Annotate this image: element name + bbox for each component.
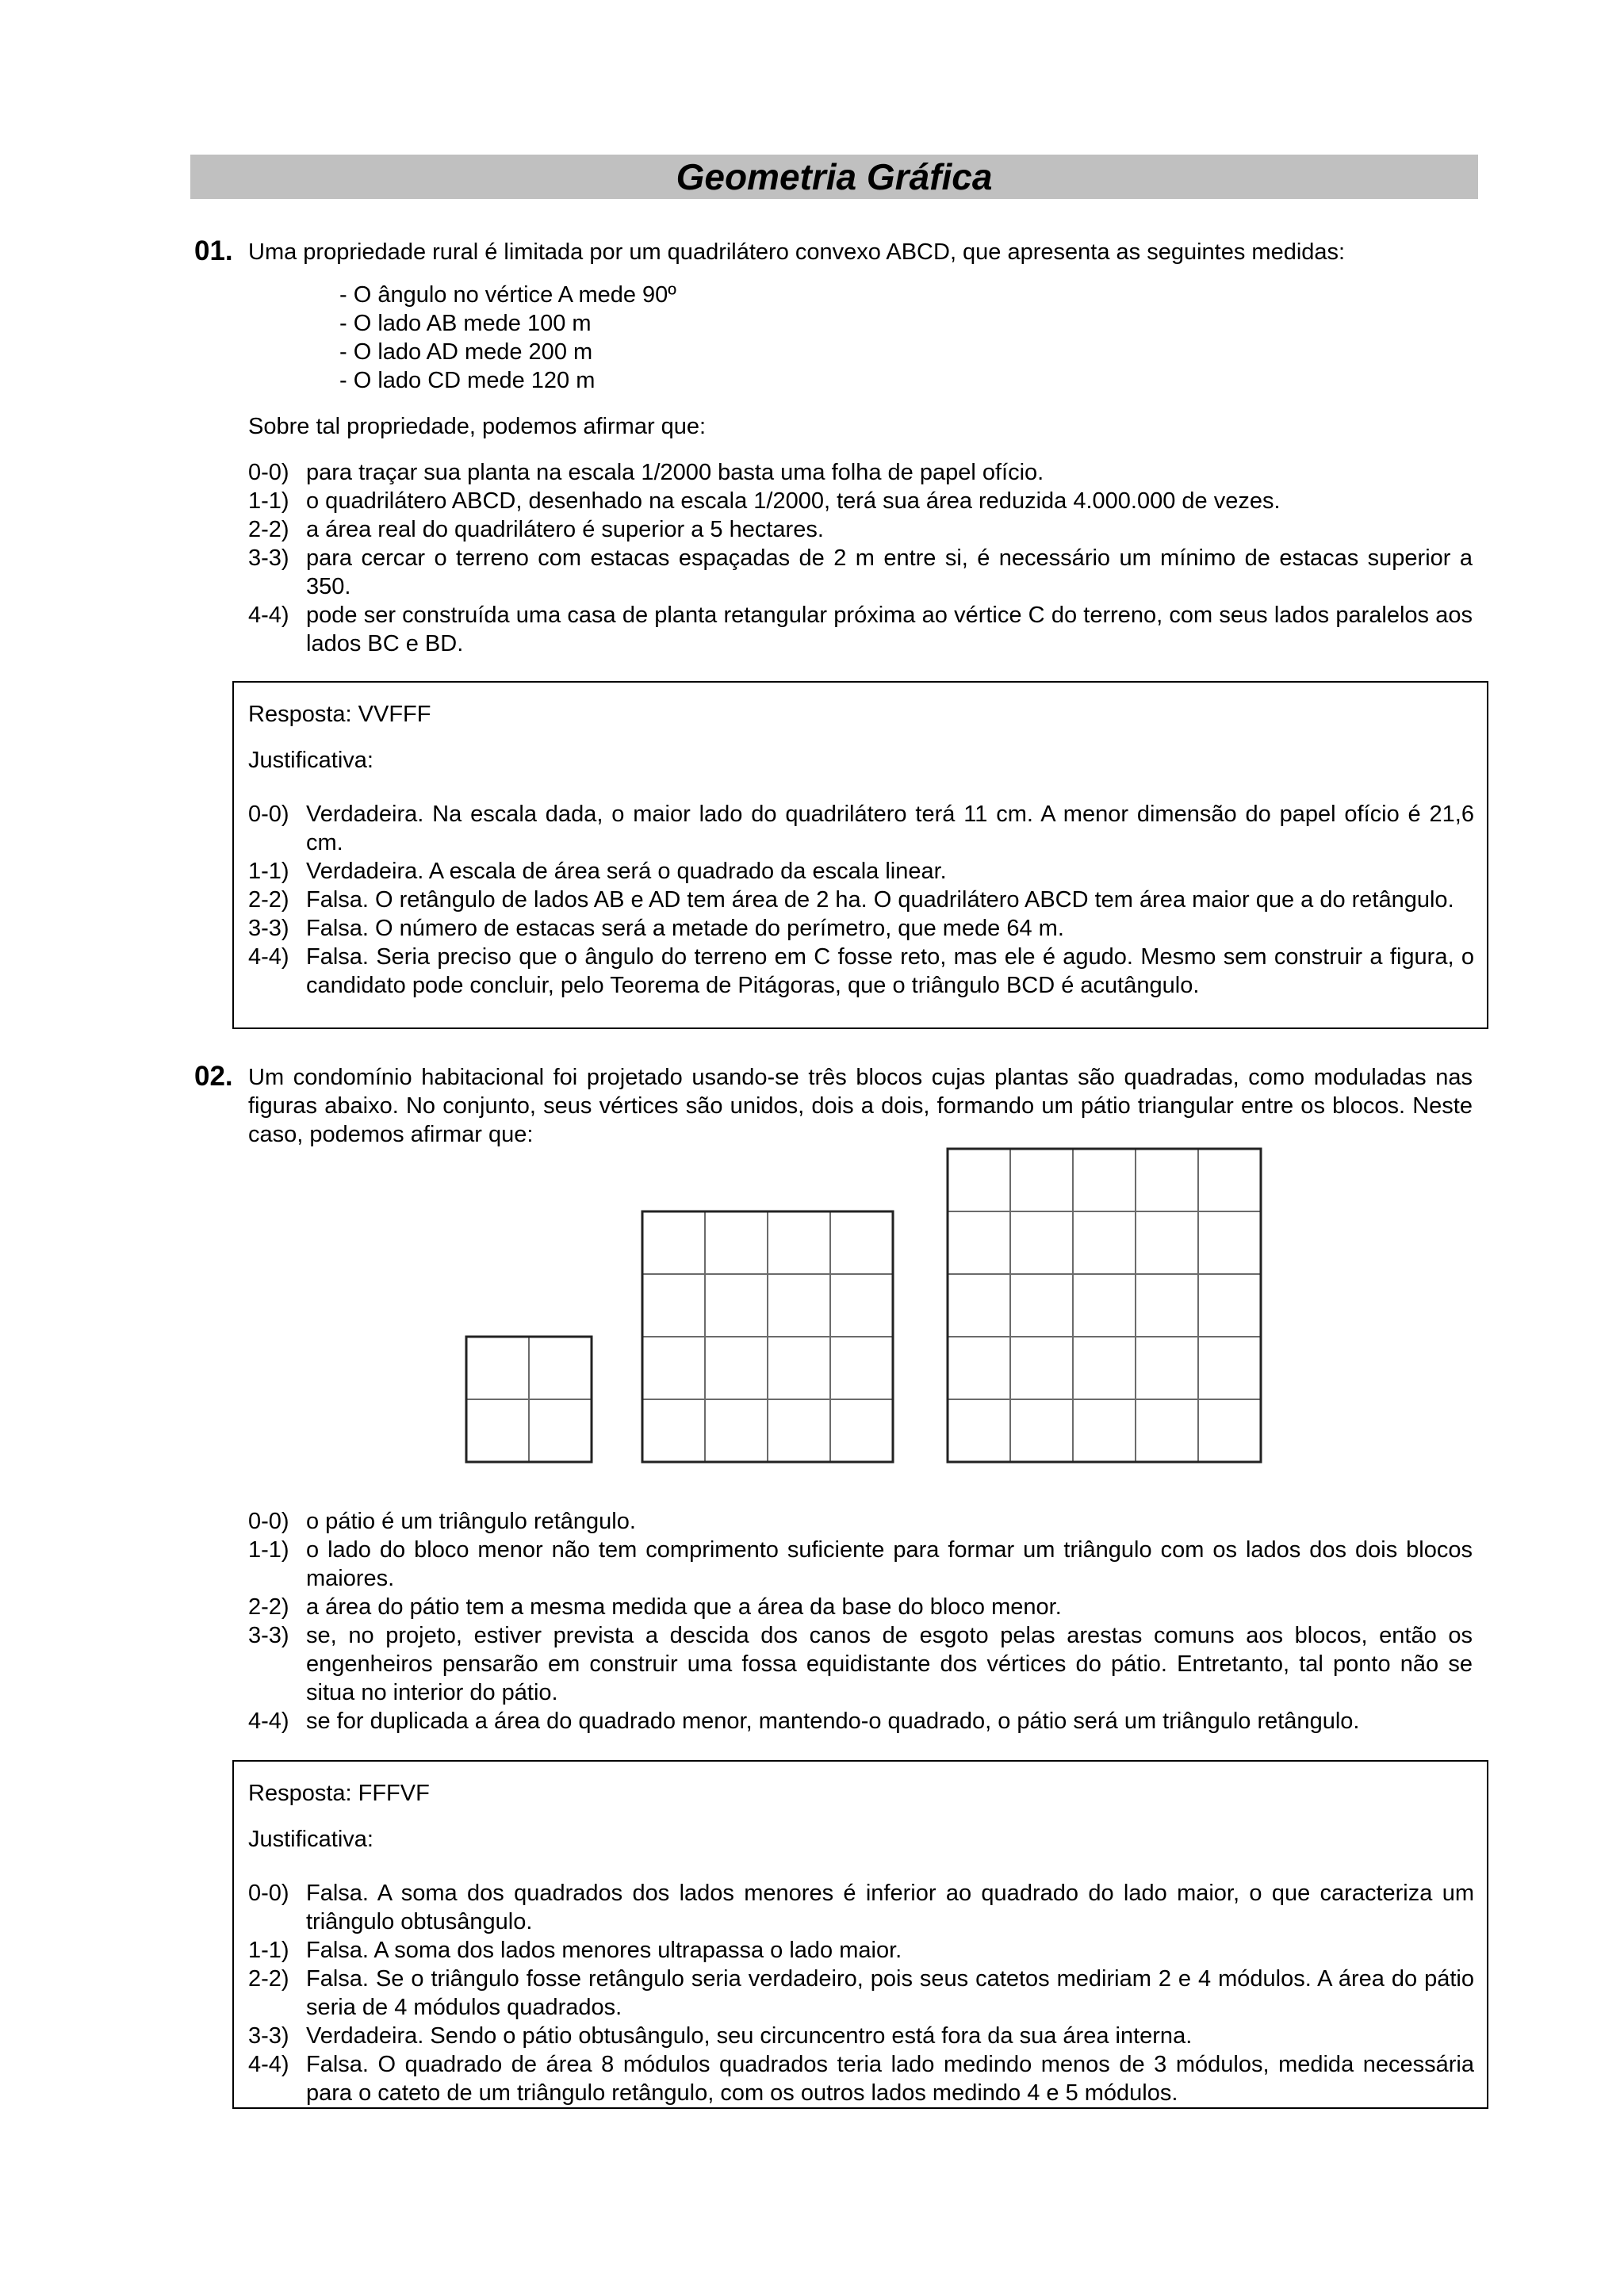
page-title: Geometria Gráfica <box>676 156 993 197</box>
item-code: 2-2) <box>248 1966 289 1992</box>
item-text: Verdadeira. A escala de área será o quadrado da escala linear. <box>306 859 947 884</box>
item-text: pode ser construída uma casa de planta retangular próxima ao vértice C do terreno, com seus lados paralelos aos lados BC e BD. <box>306 603 1473 656</box>
list-item <box>248 2050 1474 2107</box>
item-code: 0-0) <box>248 460 289 485</box>
item-code: 1-1) <box>248 1537 289 1563</box>
item-text: o quadrilátero ABCD, desenhado na escala 1/2000, terá sua área reduzida 4.000.000 de vezes. <box>306 488 1281 514</box>
item-code: 2-2) <box>248 517 289 542</box>
item-code: 4-4) <box>248 944 289 970</box>
block-4x4 <box>642 1211 893 1462</box>
item-text: se, no projeto, estiver prevista a descida dos canos de esgoto pelas arestas comuns aos blocos, então os engenheiros pensarão em construir uma fossa equidistante dos vértices do pátio. Entretanto, tal ponto não se situa no interior do pátio. <box>306 1623 1473 1705</box>
item-text: para traçar sua planta na escala 1/2000 basta uma folha de papel ofício. <box>306 460 1044 485</box>
answer-text: Resposta: FFFVF <box>248 1781 430 1806</box>
justification-list-02 <box>248 1879 1474 2107</box>
item-text: Falsa. O número de estacas será a metade do perímetro, que mede 64 m. <box>306 916 1064 941</box>
measure-line: - O lado AD mede 200 m <box>339 339 593 365</box>
list-item <box>248 1621 1473 1707</box>
block-2x2 <box>466 1337 592 1462</box>
list-item <box>248 1707 1473 1735</box>
answer-box-02 <box>232 1760 1488 2109</box>
answer-text: Resposta: VVFFF <box>248 702 431 727</box>
question-01-intro: Uma propriedade rural é limitada por um quadrilátero convexo ABCD, que apresenta as seguintes medidas: <box>248 239 1346 265</box>
question-01-prompt: Sobre tal propriedade, podemos afirmar que: <box>248 414 707 439</box>
item-text: Verdadeira. Sendo o pátio obtusângulo, seu circuncentro está fora da sua área interna. <box>306 2023 1193 2049</box>
item-text: o pátio é um triângulo retângulo. <box>306 1509 636 1534</box>
list-item <box>248 1965 1474 2022</box>
item-code: 3-3) <box>248 1623 289 1648</box>
list-item <box>248 1936 1474 1965</box>
item-text: Falsa. Se o triângulo fosse retângulo seria verdadeiro, pois seus catetos mediriam 2 e 4 módulos. A área do pátio seria de 4 módulos quadrados. <box>306 1966 1474 2020</box>
item-text: Falsa. O retângulo de lados AB e AD tem área de 2 ha. O quadrilátero ABCD tem área maior que a do retângulo. <box>306 887 1454 913</box>
list-item <box>248 1536 1473 1593</box>
item-text: Falsa. A soma dos quadrados dos lados menores é inferior ao quadrado do lado maior, o que caracteriza um triângulo obtusângulo. <box>306 1881 1474 1934</box>
justification-label: Justificativa: <box>248 1827 373 1852</box>
question-02-items <box>248 1507 1473 1735</box>
item-text: a área real do quadrilátero é superior a 5 hectares. <box>306 517 824 542</box>
item-text: a área do pátio tem a mesma medida que a área da base do bloco menor. <box>306 1594 1062 1620</box>
item-code: 0-0) <box>248 1509 289 1534</box>
item-code: 1-1) <box>248 859 289 884</box>
item-code: 3-3) <box>248 916 289 941</box>
item-text: para cercar o terreno com estacas espaçadas de 2 m entre si, é necessário um mínimo de estacas superior a 350. <box>306 545 1473 599</box>
list-item <box>248 1507 1473 1536</box>
item-text: Falsa. Seria preciso que o ângulo do terreno em C fosse reto, mas ele é agudo. Mesmo sem construir a figura, o candidato pode concluir, pelo Teorema de Pitágoras, que o triângulo BCD é acutângulo. <box>306 944 1474 998</box>
item-code: 4-4) <box>248 1709 289 1734</box>
measure-line: - O lado AB mede 100 m <box>339 311 592 336</box>
item-code: 0-0) <box>248 802 289 827</box>
list-item <box>248 1879 1474 1936</box>
justification-label: Justificativa: <box>248 748 373 773</box>
item-text: Verdadeira. Na escala dada, o maior lado do quadrilátero terá 11 cm. A menor dimensão do papel ofício é 21,6 cm. <box>306 802 1474 855</box>
block-outline <box>948 1149 1261 1462</box>
item-code: 2-2) <box>248 1594 289 1620</box>
item-code: 3-3) <box>248 2023 289 2049</box>
item-code: 0-0) <box>248 1881 289 1906</box>
item-code: 4-4) <box>248 2052 289 2077</box>
item-text: Falsa. A soma dos lados menores ultrapassa o lado maior. <box>306 1938 902 1963</box>
item-code: 2-2) <box>248 887 289 913</box>
list-item <box>248 2022 1474 2050</box>
item-code: 1-1) <box>248 1938 289 1963</box>
question-02-intro: Um condomínio habitacional foi projetado usando-se três blocos cujas plantas são quadradas, como moduladas nas figuras abaixo. No conjunto, seus vértices são unidos, dois a dois, formando um pátio triangular entre os blocos. Neste caso, podemos afirmar que: <box>248 1065 1473 1147</box>
question-number-01: 01. <box>194 235 233 266</box>
item-code: 3-3) <box>248 545 289 571</box>
item-code: 1-1) <box>248 488 289 514</box>
list-item <box>248 1593 1473 1621</box>
measure-line: - O lado CD mede 120 m <box>339 368 596 393</box>
measure-line: - O ângulo no vértice A mede 90º <box>339 282 676 308</box>
item-text: se for duplicada a área do quadrado menor, mantendo-o quadrado, o pátio será um triângulo retângulo. <box>306 1709 1360 1734</box>
block-5x5 <box>948 1149 1261 1462</box>
item-text: Falsa. O quadrado de área 8 módulos quadrados teria lado medindo menos de 3 módulos, medida necessária para o cateto de um triângulo retângulo, com os outros lados medindo 4 e 5 módulos. <box>306 2052 1474 2106</box>
question-number-02: 02. <box>194 1061 233 1092</box>
block-grids <box>466 1149 1261 1462</box>
item-text: o lado do bloco menor não tem comprimento suficiente para formar um triângulo com os lados dos dois blocos maiores. <box>306 1537 1473 1591</box>
item-code: 4-4) <box>248 603 289 628</box>
